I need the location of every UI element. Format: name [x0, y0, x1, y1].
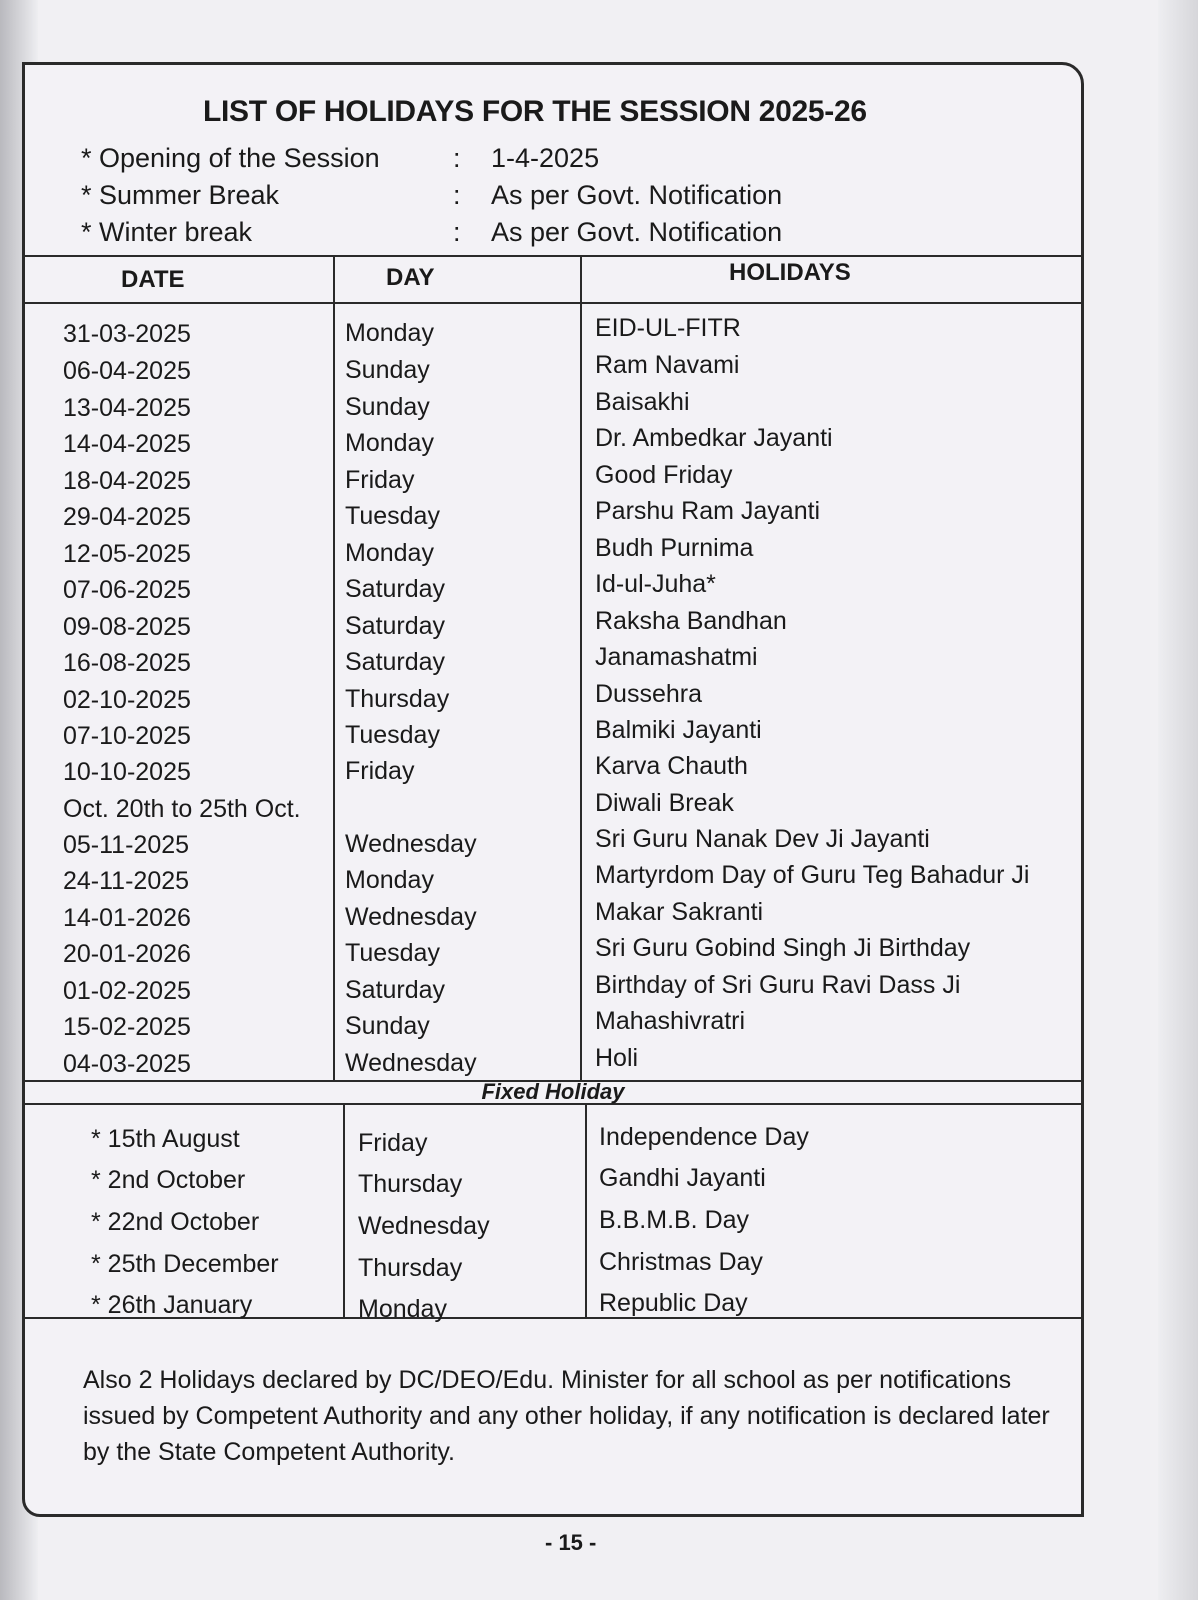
info-value: As per Govt. Notification	[491, 180, 783, 210]
holiday-day: Tuesday	[345, 721, 440, 749]
info-label: * Winter break	[81, 217, 253, 247]
holiday-date: 13-04-2025	[63, 394, 191, 422]
holiday-day: Tuesday	[345, 502, 440, 530]
holiday-date: 01-02-2025	[63, 977, 191, 1005]
column-rule-date	[333, 255, 335, 1080]
fixed-holiday-date: * 15th August	[91, 1125, 240, 1153]
holiday-name: Id-ul-Juha*	[595, 570, 716, 598]
fixed-holiday-day: Monday	[358, 1295, 447, 1323]
holiday-date: 31-03-2025	[63, 320, 191, 348]
holiday-name: Ram Navami	[595, 351, 740, 379]
holiday-date: 10-10-2025	[63, 758, 191, 786]
fixed-holiday-day: Thursday	[358, 1170, 463, 1198]
holiday-day: Monday	[345, 539, 434, 567]
holiday-day: Sunday	[345, 1012, 430, 1040]
info-colon: :	[453, 143, 461, 173]
fixed-holiday-day: Friday	[358, 1129, 428, 1157]
footnote: Also 2 Holidays declared by DC/DEO/Edu. Minister for all school as per notifications issued by Competent Authority and any other holiday, if any notification is declared later by the State Competent Authority.	[83, 1366, 1050, 1466]
holiday-date: 14-04-2025	[63, 430, 191, 458]
holiday-name: EID-UL-FITR	[595, 314, 741, 342]
fixed-holiday-name: Republic Day	[599, 1289, 748, 1317]
fixed-holiday-day: Wednesday	[358, 1212, 490, 1240]
holiday-date: 02-10-2025	[63, 686, 191, 714]
fixed-holiday-date: * 2nd October	[91, 1166, 246, 1194]
holiday-date: 24-11-2025	[63, 867, 190, 895]
holiday-date: 18-04-2025	[63, 467, 191, 495]
holiday-day: Saturday	[345, 575, 446, 603]
fixed-holiday-name: B.B.M.B. Day	[599, 1206, 750, 1234]
holiday-day: Wednesday	[345, 1049, 477, 1077]
header-holidays: HOLIDAYS	[729, 259, 851, 286]
fixed-column-rule-day	[585, 1103, 587, 1317]
holiday-date: 12-05-2025	[63, 540, 191, 568]
holiday-name: Balmiki Jayanti	[595, 716, 762, 744]
holiday-day: Saturday	[345, 976, 446, 1004]
holiday-day: Sunday	[345, 356, 430, 384]
holiday-date: 14-01-2026	[63, 904, 191, 932]
holiday-day: Friday	[345, 757, 415, 785]
holiday-name: Makar Sakranti	[595, 898, 764, 926]
holiday-date: 04-03-2025	[63, 1050, 191, 1078]
header-day: DAY	[386, 264, 435, 291]
holiday-day: Wednesday	[345, 903, 477, 931]
holiday-day: Sunday	[345, 393, 430, 421]
table-top-rule	[25, 255, 1081, 257]
holiday-name: Diwali Break	[595, 789, 734, 817]
holiday-day: Wednesday	[345, 830, 477, 858]
holiday-name: Birthday of Sri Guru Ravi Dass Ji	[595, 971, 961, 999]
holiday-date: 15-02-2025	[63, 1013, 191, 1041]
holiday-day: Saturday	[345, 612, 446, 640]
holiday-name: Parshu Ram Jayanti	[595, 497, 821, 525]
fixed-holiday-name: Gandhi Jayanti	[599, 1164, 766, 1192]
holiday-date: 09-08-2025	[63, 613, 191, 641]
fixed-holiday-label: Fixed Holiday	[481, 1079, 625, 1104]
holiday-date: 06-04-2025	[63, 357, 191, 385]
holiday-date: 20-01-2026	[63, 940, 191, 968]
fixed-holiday-date: * 26th January	[91, 1291, 253, 1319]
holiday-name: Dussehra	[595, 680, 702, 708]
fixed-holiday-day: Thursday	[358, 1254, 463, 1282]
holiday-day: Friday	[345, 466, 415, 494]
page-edge-right	[1158, 0, 1198, 1600]
info-colon: :	[453, 180, 461, 210]
holiday-name: Sri Guru Nanak Dev Ji Jayanti	[595, 825, 930, 853]
fixed-holiday-name: Independence Day	[599, 1123, 809, 1151]
holiday-day: Monday	[345, 429, 434, 457]
fixed-column-rule-date	[343, 1103, 345, 1317]
holiday-name: Martyrdom Day of Guru Teg Bahadur Ji	[595, 861, 1030, 889]
page-title: LIST OF HOLIDAYS FOR THE SESSION 2025-26	[203, 95, 867, 128]
holiday-name: Holi	[595, 1044, 639, 1072]
holiday-day: Monday	[345, 319, 434, 347]
info-label: * Opening of the Session	[81, 143, 380, 173]
holiday-name: Baisakhi	[595, 388, 690, 416]
holiday-name: Karva Chauth	[595, 752, 748, 780]
holiday-name: Sri Guru Gobind Singh Ji Birthday	[595, 934, 971, 962]
holiday-name: Good Friday	[595, 461, 733, 489]
holiday-date: 16-08-2025	[63, 649, 191, 677]
holiday-name: Budh Purnima	[595, 534, 754, 562]
info-value: 1-4-2025	[491, 143, 600, 173]
holiday-name: Raksha Bandhan	[595, 607, 787, 635]
column-rule-day	[580, 255, 582, 1080]
info-value: As per Govt. Notification	[491, 217, 783, 247]
holiday-day: Saturday	[345, 648, 446, 676]
holiday-name: Mahashivratri	[595, 1007, 746, 1035]
page-number: - 15 -	[545, 1530, 597, 1555]
holiday-date: 07-06-2025	[63, 576, 191, 604]
holiday-name: Dr. Ambedkar Jayanti	[595, 424, 833, 452]
fixed-holiday-name: Christmas Day	[599, 1248, 763, 1276]
holiday-day: Monday	[345, 866, 434, 894]
fixed-holiday-date: * 25th December	[91, 1250, 279, 1278]
holiday-list-frame	[22, 62, 1084, 1517]
header-bottom-rule	[25, 302, 1081, 304]
info-label: * Summer Break	[81, 180, 280, 210]
holiday-day: Tuesday	[345, 939, 440, 967]
holiday-date: 05-11-2025	[63, 831, 190, 859]
info-colon: :	[453, 217, 461, 247]
fixed-holiday-date: * 22nd October	[91, 1208, 260, 1236]
holiday-name: Janamashatmi	[595, 643, 758, 671]
holiday-date: 07-10-2025	[63, 722, 191, 750]
holiday-date: Oct. 20th to 25th Oct.	[63, 795, 301, 823]
holiday-date: 29-04-2025	[63, 503, 191, 531]
holiday-day: Thursday	[345, 685, 450, 713]
header-date: DATE	[121, 266, 185, 293]
